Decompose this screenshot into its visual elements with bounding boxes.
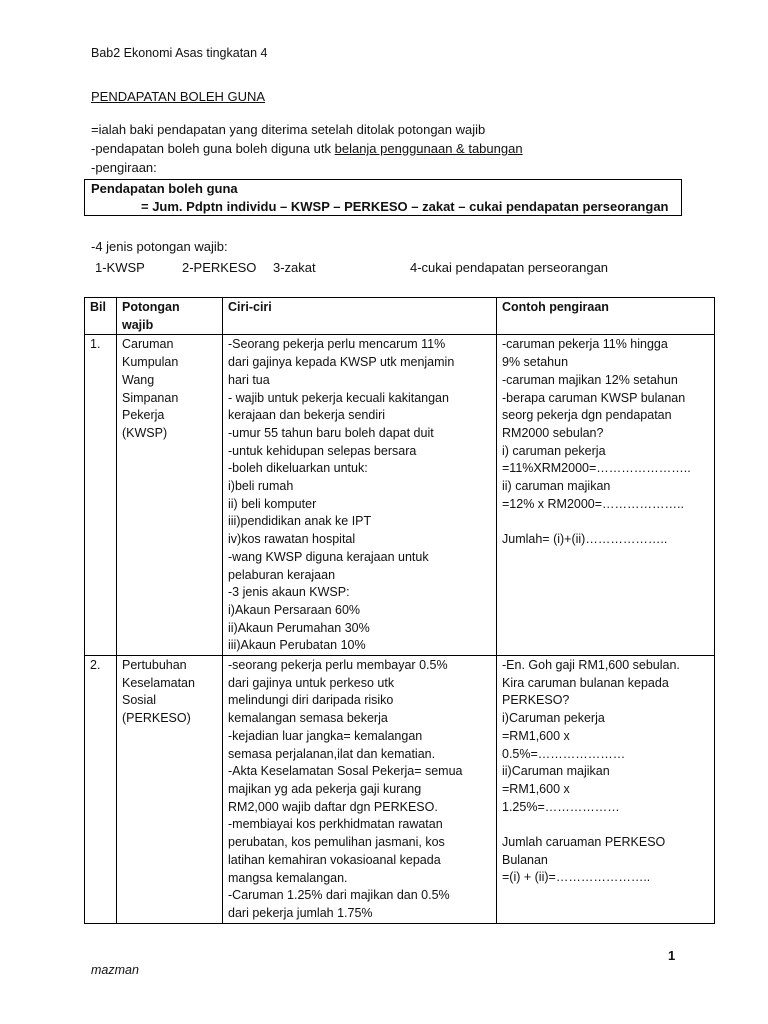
cell-line: Wang [122,372,155,387]
cell-line: =11%XRM2000=………………….. [502,461,691,476]
cell-line: dari gajinya untuk perkeso utk [228,675,395,690]
cell-line: -umur 55 tahun baru boleh dapat duit [228,425,434,440]
cell-line: iv)kos rawatan hospital [228,532,356,547]
cell-line: -3 jenis akaun KWSP: [228,585,350,600]
cell-potongan [117,656,223,924]
cell-bil [85,335,117,656]
cell-line: i)Caruman pekerja [502,711,605,726]
cell-line: (KWSP) [122,425,168,440]
cell-line: i)Akaun Persaraan 60% [228,602,361,617]
header-potongan: Potongan wajib [117,298,223,335]
cell-line: Jumlah caruaman PERKESO [502,835,666,850]
cell-line: ii)Caruman majikan [502,764,610,779]
table-row [85,656,715,924]
cell-line: -Akta Keselamatan Sosal Pekerja= semua [228,764,463,779]
cell-line: 2. [90,658,101,673]
cell-line: Pekerja [122,408,165,423]
cell-line: dari gajinya kepada KWSP utk menjamin [228,355,455,370]
cell-line: -membiayai kos perkhidmatan rawatan [228,817,443,832]
cell-line: Kira caruman bulanan kepada [502,675,669,690]
cell-line: perubatan, kos pemulihan jasmani, kos [228,835,445,850]
formula-expression: = Jum. Pdptn individu – KWSP – PERKESO – zakat – cukai pendapatan perseorangan [141,199,669,214]
cell-potongan [117,335,223,656]
table-header-row [85,298,715,335]
header-contoh: Contoh pengiraan [497,298,715,335]
definition-line: =ialah baki pendapatan yang diterima setelah ditolak potongan wajib [91,122,486,137]
cell-contoh [497,656,715,924]
blank-line [502,816,709,834]
cell-line: ii) caruman majikan [502,479,611,494]
cell-line: -Seorang pekerja perlu mencarum 11% [228,337,446,352]
cell-line: -caruman pekerja 11% hingga [502,337,668,352]
usage-text: -pendapatan boleh guna boleh diguna utk [91,141,335,156]
formula-box [84,179,682,216]
deductions-table [84,297,715,924]
cell-line: RM2000 sebulan? [502,425,604,440]
cell-line: =(i) + (ii)=………………….. [502,870,651,885]
cell-line: - wajib untuk pekerja kecuali kakitangan [228,390,449,405]
cell-line: -boleh dikeluarkan untuk: [228,461,368,476]
header-bil: Bil [85,298,117,335]
usage-underlined-text: belanja penggunaan & tabungan [334,141,523,156]
cell-line: melindungi diri daripada risiko [228,693,394,708]
cell-line: Keselamatan [122,675,195,690]
cell-line: dari pekerja jumlah 1.75% [228,905,373,920]
cell-line: Kumpulan [122,355,179,370]
cell-line: Simpanan [122,390,179,405]
cell-line: i)beli rumah [228,479,294,494]
cell-line: 0.5%=………………… [502,746,626,761]
cell-line: iii)Akaun Perubatan 10% [228,638,366,653]
cell-line: -caruman majikan 12% setahun [502,372,678,387]
cell-line: seorg pekerja dgn pendapatan [502,408,672,423]
calculation-label: -pengiraan: [91,160,157,175]
cell-line: -untuk kehidupan selepas bersara [228,443,417,458]
cell-line: Bulanan [502,852,548,867]
cell-line: -kejadian luar jangka= kemalangan [228,728,423,743]
cell-line: i) caruman pekerja [502,443,606,458]
cell-line: 1.25%=……………… [502,799,620,814]
cell-line: =12% x RM2000=……………….. [502,496,685,511]
cell-line: kemalangan semasa bekerja [228,711,388,726]
deduction-item: 4-cukai pendapatan perseorangan [410,260,609,275]
cell-line: =RM1,600 x [502,728,570,743]
cell-line: semasa perjalanan,ilat dan kematian. [228,746,436,761]
deductions-intro: -4 jenis potongan wajib: [91,239,228,254]
cell-line: (PERKESO) [122,711,191,726]
cell-line: 9% setahun [502,355,569,370]
definition-usage-line [91,140,523,158]
cell-line: mangsa kemalangan. [228,870,348,885]
cell-line: ii) beli komputer [228,496,317,511]
table-body [85,335,715,923]
cell-line: RM2,000 wajib daftar dgn PERKESO. [228,799,438,814]
header-ciri: Ciri-ciri [223,298,497,335]
cell-contoh [497,335,715,656]
cell-line: Sosial [122,693,157,708]
cell-bil [85,656,117,924]
cell-line: hari tua [228,372,270,387]
formula-title: Pendapatan boleh guna [91,181,238,196]
document-header: Bab2 Ekonomi Asas tingkatan 4 [91,46,268,60]
footer-author: mazman [91,963,139,977]
cell-line: PERKESO? [502,693,570,708]
cell-line: -Caruman 1.25% dari majikan dan 0.5% [228,888,450,903]
cell-line: -En. Goh gaji RM1,600 sebulan. [502,658,680,673]
deduction-item: 1-KWSP [95,260,145,275]
cell-ciri [223,656,497,924]
cell-line: latihan kemahiran vokasioanal kepada [228,852,441,867]
cell-line: -berapa caruman KWSP bulanan [502,390,686,405]
cell-line: Pertubuhan [122,658,187,673]
cell-line: Jumlah= (i)+(ii)……………….. [502,532,668,547]
cell-line: 1. [90,337,101,352]
cell-line: -seorang pekerja perlu membayar 0.5% [228,658,448,673]
cell-line: =RM1,600 x [502,781,570,796]
deduction-item: 2-PERKESO [182,260,257,275]
table-row [85,335,715,656]
blank-line [502,513,709,531]
cell-line: iii)pendidikan anak ke IPT [228,514,372,529]
cell-line: majikan yg ada pekerja gaji kurang [228,781,422,796]
cell-line: Caruman [122,337,174,352]
section-heading: PENDAPATAN BOLEH GUNA [91,89,266,104]
cell-line: ii)Akaun Perumahan 30% [228,620,370,635]
cell-ciri [223,335,497,656]
cell-line: kerajaan dan bekerja sendiri [228,408,386,423]
cell-line: pelaburan kerajaan [228,567,336,582]
cell-line: -wang KWSP diguna kerajaan untuk [228,549,429,564]
deduction-item: 3-zakat [273,260,316,275]
page-number: 1 [668,948,676,963]
